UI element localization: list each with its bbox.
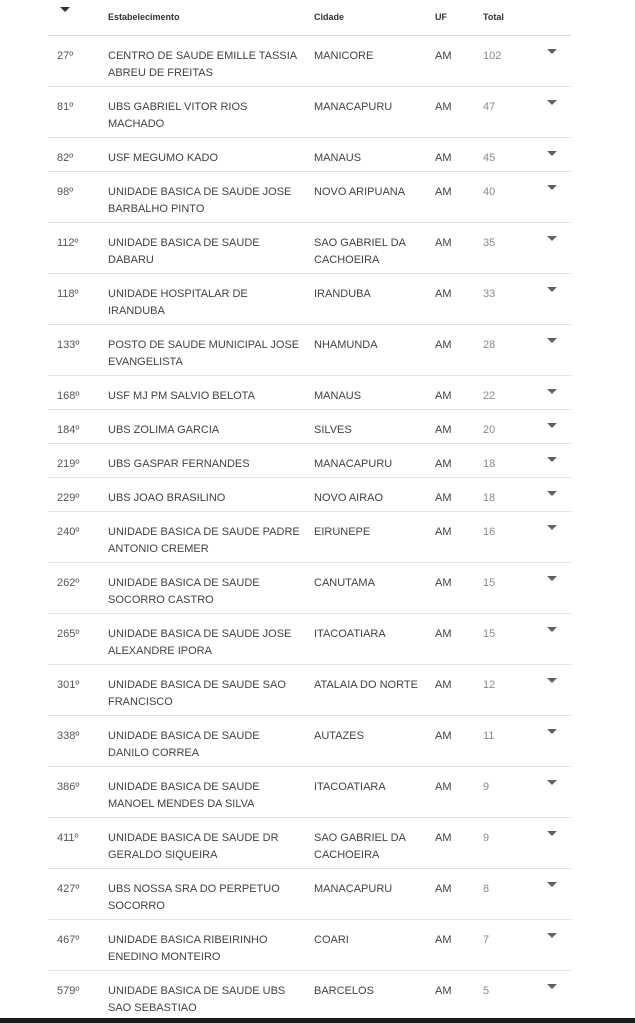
establishment-cell: CENTRO DE SAUDE EMILLE TASSIA ABREU DE FREITAS <box>108 50 297 79</box>
total-cell: 16 <box>483 526 496 538</box>
city-cell: MANAUS <box>314 390 362 402</box>
expand-row-icon[interactable] <box>547 576 557 581</box>
city-cell: MANICORE <box>314 50 374 62</box>
city-cell: SILVES <box>314 424 352 436</box>
expand-row-icon[interactable] <box>547 287 557 292</box>
establishment-cell: UNIDADE BASICA DE SAUDE UBS SAO SEBASTIAO <box>108 985 286 1014</box>
uf-cell: AM <box>435 101 452 113</box>
uf-cell: AM <box>435 679 452 691</box>
expand-row-icon[interactable] <box>547 185 557 190</box>
rank-cell: 112º <box>57 237 79 249</box>
table-row[interactable] <box>48 444 571 478</box>
expand-row-icon[interactable] <box>547 236 557 241</box>
table-row[interactable] <box>48 716 571 767</box>
total-cell: 15 <box>483 577 496 589</box>
expand-row-icon[interactable] <box>547 627 557 632</box>
rank-cell: 184º <box>57 424 80 436</box>
header-city[interactable]: Cidade <box>314 12 345 22</box>
total-cell: 12 <box>483 679 496 691</box>
total-cell: 20 <box>483 424 496 436</box>
expand-row-icon[interactable] <box>547 423 557 428</box>
table-row[interactable] <box>48 512 571 563</box>
table-row[interactable] <box>48 767 571 818</box>
expand-row-icon[interactable] <box>547 831 557 836</box>
table-row[interactable] <box>48 172 571 223</box>
table-row[interactable] <box>48 138 571 172</box>
rank-cell: 27º <box>57 50 74 62</box>
table-row[interactable] <box>48 36 571 87</box>
table-body <box>48 36 571 1022</box>
rank-cell: 301º <box>57 679 80 691</box>
city-cell: COARI <box>314 934 349 946</box>
expand-row-icon[interactable] <box>547 457 557 462</box>
rank-cell: 411º <box>57 832 79 844</box>
rank-cell: 579º <box>57 985 80 997</box>
table-row[interactable] <box>48 325 571 376</box>
establishment-cell: UNIDADE BASICA DE SAUDE DR GERALDO SIQUEIRA <box>108 832 279 861</box>
total-cell: 40 <box>483 186 496 198</box>
uf-cell: AM <box>435 577 452 589</box>
establishment-cell: UBS GABRIEL VITOR RIOS MACHADO <box>108 101 248 130</box>
uf-cell: AM <box>435 186 452 198</box>
table-row[interactable] <box>48 614 571 665</box>
city-cell: SAO GABRIEL DA CACHOEIRA <box>314 237 406 266</box>
establishment-cell: UBS NOSSA SRA DO PERPETUO SOCORRO <box>108 883 280 912</box>
ranking-table <box>48 0 571 1022</box>
rank-cell: 133º <box>57 339 80 351</box>
rank-cell: 219º <box>57 458 80 470</box>
total-cell: 102 <box>483 50 502 62</box>
expand-row-icon[interactable] <box>547 49 557 54</box>
rank-cell: 81º <box>57 101 74 113</box>
uf-cell: AM <box>435 883 452 895</box>
uf-cell: AM <box>435 50 452 62</box>
city-cell: SAO GABRIEL DA CACHOEIRA <box>314 832 406 861</box>
rank-cell: 98º <box>57 186 74 198</box>
city-cell: ATALAIA DO NORTE <box>314 679 418 691</box>
table-row[interactable] <box>48 869 571 920</box>
rank-cell: 168º <box>57 390 80 402</box>
table-row[interactable] <box>48 920 571 971</box>
total-cell: 47 <box>483 101 496 113</box>
uf-cell: AM <box>435 237 452 249</box>
table-row[interactable] <box>48 87 571 138</box>
expand-row-icon[interactable] <box>547 100 557 105</box>
uf-cell: AM <box>435 985 452 997</box>
uf-cell: AM <box>435 288 452 300</box>
total-cell: 15 <box>483 628 496 640</box>
expand-row-icon[interactable] <box>547 882 557 887</box>
total-cell: 28 <box>483 339 496 351</box>
uf-cell: AM <box>435 390 452 402</box>
establishment-cell: UNIDADE BASICA DE SAUDE MANOEL MENDES DA SILVA <box>108 781 260 810</box>
establishment-cell: UNIDADE BASICA DE SAUDE DABARU <box>108 237 260 266</box>
establishment-cell: USF MJ PM SALVIO BELOTA <box>108 390 255 402</box>
uf-cell: AM <box>435 628 452 640</box>
expand-row-icon[interactable] <box>547 780 557 785</box>
header-uf[interactable]: UF <box>435 12 447 22</box>
total-cell: 45 <box>483 152 496 164</box>
table-row[interactable] <box>48 376 571 410</box>
expand-row-icon[interactable] <box>547 678 557 683</box>
city-cell: MANAUS <box>314 152 362 164</box>
establishment-cell: UBS JOAO BRASILINO <box>108 492 226 504</box>
rank-cell: 262º <box>57 577 80 589</box>
uf-cell: AM <box>435 339 452 351</box>
rank-cell: 427º <box>57 883 80 895</box>
establishment-cell: UNIDADE BASICA DE SAUDE PADRE ANTONIO CREMER <box>108 526 300 555</box>
establishment-cell: UBS GASPAR FERNANDES <box>108 458 250 470</box>
uf-cell: AM <box>435 492 452 504</box>
table-row[interactable] <box>48 274 571 325</box>
uf-cell: AM <box>435 934 452 946</box>
establishment-cell: UNIDADE BASICA DE SAUDE SOCORRO CASTRO <box>108 577 260 606</box>
header-total[interactable]: Total <box>483 12 504 22</box>
city-cell: MANACAPURU <box>314 101 393 113</box>
table-row[interactable] <box>48 971 571 1022</box>
expand-row-icon[interactable] <box>547 525 557 530</box>
expand-row-icon[interactable] <box>547 338 557 343</box>
bottom-edge-bar <box>0 1018 635 1023</box>
rank-cell: 467º <box>57 934 80 946</box>
uf-cell: AM <box>435 152 452 164</box>
uf-cell: AM <box>435 832 452 844</box>
rank-cell: 229º <box>57 492 80 504</box>
expand-row-icon[interactable] <box>547 389 557 394</box>
uf-cell: AM <box>435 730 452 742</box>
table-row[interactable] <box>48 478 571 512</box>
total-cell: 22 <box>483 390 496 402</box>
rank-cell: 118º <box>57 288 79 300</box>
city-cell: IRANDUBA <box>314 288 371 300</box>
table-row[interactable] <box>48 223 571 274</box>
total-cell: 35 <box>483 237 496 249</box>
city-cell: ITACOATIARA <box>314 628 386 640</box>
expand-row-icon[interactable] <box>547 933 557 938</box>
establishment-cell: POSTO DE SAUDE MUNICIPAL JOSE EVANGELISTA <box>108 339 300 368</box>
establishment-cell: UNIDADE BASICA DE SAUDE JOSE BARBALHO PINTO <box>108 186 292 215</box>
expand-row-icon[interactable] <box>547 491 557 496</box>
city-cell: MANACAPURU <box>314 458 393 470</box>
establishment-cell: UNIDADE BASICA DE SAUDE DANILO CORREA <box>108 730 260 759</box>
city-cell: NHAMUNDA <box>314 339 378 351</box>
table-row[interactable] <box>48 665 571 716</box>
table-row[interactable] <box>48 563 571 614</box>
total-cell: 18 <box>483 458 496 470</box>
total-cell: 33 <box>483 288 496 300</box>
total-cell: 18 <box>483 492 496 504</box>
city-cell: NOVO ARIPUANA <box>314 186 406 198</box>
city-cell: EIRUNEPE <box>314 526 371 538</box>
city-cell: ITACOATIARA <box>314 781 386 793</box>
rank-cell: 265º <box>57 628 80 640</box>
table-row[interactable] <box>48 818 571 869</box>
header-establishment[interactable]: Estabelecimento <box>108 12 180 22</box>
total-cell: 7 <box>483 934 490 946</box>
establishment-cell: UNIDADE BASICA DE SAUDE SAO FRANCISCO <box>108 679 286 708</box>
uf-cell: AM <box>435 526 452 538</box>
total-cell: 9 <box>483 832 490 844</box>
total-cell: 11 <box>483 730 495 742</box>
city-cell: BARCELOS <box>314 985 374 997</box>
total-cell: 5 <box>483 985 490 997</box>
uf-cell: AM <box>435 458 452 470</box>
uf-cell: AM <box>435 424 452 436</box>
rank-cell: 82º <box>57 152 74 164</box>
expand-row-icon[interactable] <box>547 151 557 156</box>
expand-row-icon[interactable] <box>547 984 557 989</box>
table-header <box>48 0 571 36</box>
rank-cell: 338º <box>57 730 80 742</box>
establishment-cell: USF MEGUMO KADO <box>108 152 219 164</box>
rank-cell: 386º <box>57 781 80 793</box>
sort-caret-icon[interactable] <box>60 7 70 12</box>
total-cell: 8 <box>483 883 490 895</box>
total-cell: 9 <box>483 781 490 793</box>
establishment-cell: UNIDADE BASICA DE SAUDE JOSE ALEXANDRE IPORA <box>108 628 292 657</box>
city-cell: NOVO AIRAO <box>314 492 384 504</box>
city-cell: AUTAZES <box>314 730 364 742</box>
establishment-cell: UNIDADE HOSPITALAR DE IRANDUBA <box>108 288 248 317</box>
city-cell: CANUTAMA <box>314 577 375 589</box>
city-cell: MANACAPURU <box>314 883 393 895</box>
expand-row-icon[interactable] <box>547 729 557 734</box>
uf-cell: AM <box>435 781 452 793</box>
table-row[interactable] <box>48 410 571 444</box>
rank-cell: 240º <box>57 526 80 538</box>
establishment-cell: UBS ZOLIMA GARCIA <box>108 424 220 436</box>
establishment-cell: UNIDADE BASICA RIBEIRINHO ENEDINO MONTEIRO <box>108 934 268 963</box>
